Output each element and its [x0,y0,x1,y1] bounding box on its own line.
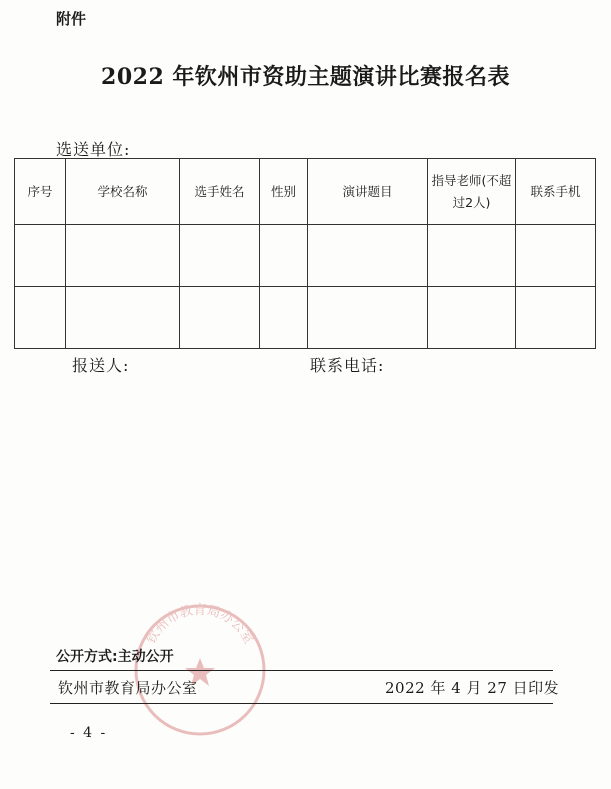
divider [50,703,553,704]
table-cell [15,225,66,287]
table-cell [308,287,428,349]
table-cell [66,287,180,349]
table-cell [180,287,260,349]
table-cell [260,225,308,287]
disclosure-value: 主动公开 [117,649,174,665]
column-header: 选手姓名 [180,159,260,225]
column-header: 学校名称 [66,159,180,225]
table-cell [308,225,428,287]
issue-date: 2022 年 4 月 27 日印发 [385,679,560,697]
table-header-row [15,159,596,225]
table-cell [516,225,596,287]
column-header: 序号 [15,159,66,225]
column-header: 联系手机 [516,159,596,225]
table-cell [260,287,308,349]
unit-label: 选送单位: [56,140,131,159]
issuer-name: 钦州市教育局办公室 [58,679,198,697]
table-cell [428,225,516,287]
divider [50,670,553,671]
column-header: 指导老师(不超过2人) [428,159,516,225]
page-number: - 4 - [70,725,108,741]
table-cell [516,287,596,349]
table-cell [15,287,66,349]
table-cell [66,225,180,287]
table-row [15,287,596,349]
disclosure-line [56,646,174,666]
table-cell [428,287,516,349]
disclosure-label: 公开方式: [56,649,118,665]
table-cell [180,225,260,287]
table-row [15,225,596,287]
page-title: 2022 年钦州市资助主题演讲比赛报名表 [101,64,510,90]
column-header: 性别 [260,159,308,225]
seal-text: 钦州市教育局办公室 [143,603,257,647]
phone-label: 联系电话: [310,356,385,375]
registration-table [14,158,596,349]
sender-label: 报送人: [72,356,130,375]
attachment-label: 附件 [56,10,87,28]
column-header: 演讲题目 [308,159,428,225]
